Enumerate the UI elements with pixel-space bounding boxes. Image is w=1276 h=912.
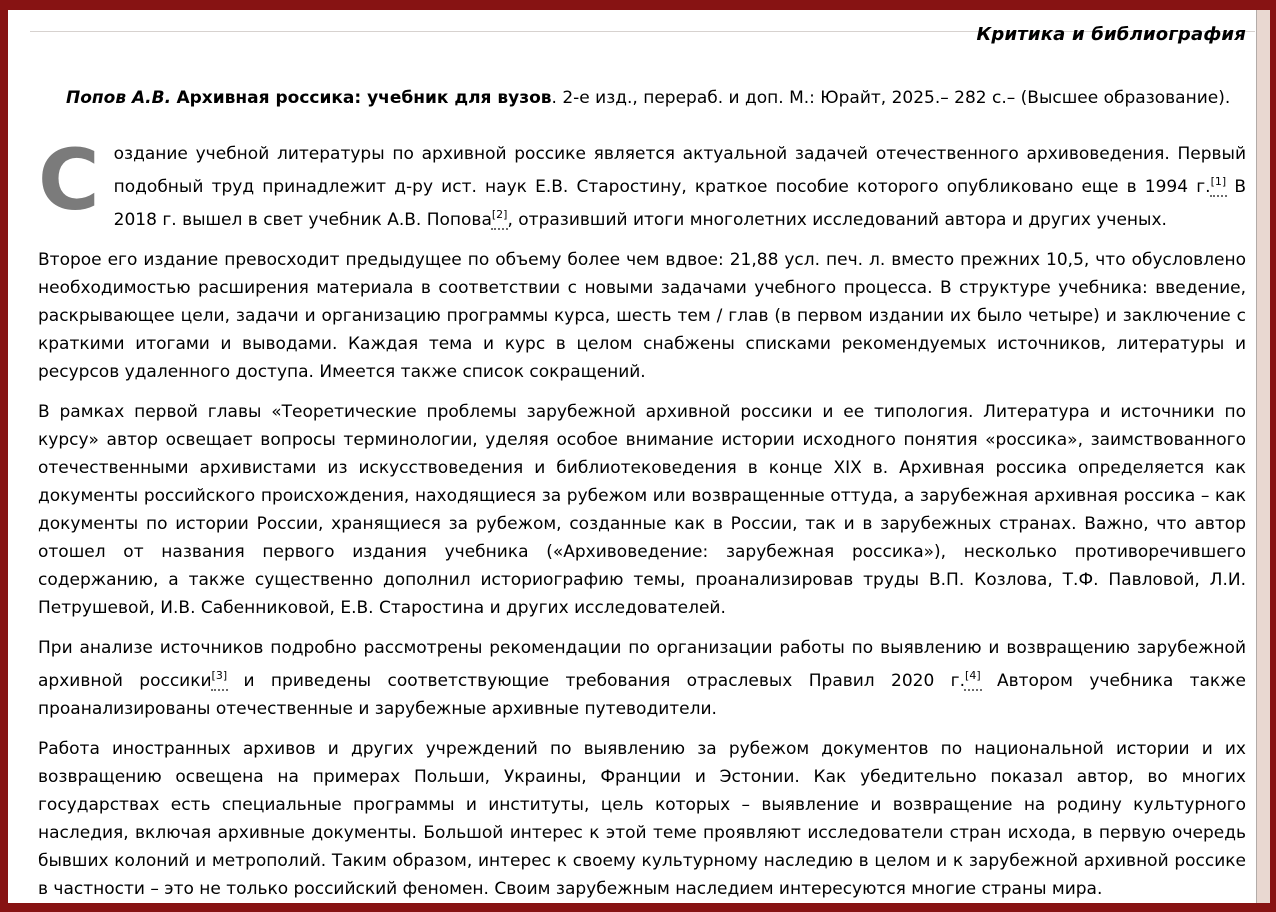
paragraph-1-text: В 2018 г. вышел в свет учебник А.В. Попова bbox=[113, 177, 1246, 230]
dropcap-letter: С bbox=[38, 131, 100, 229]
paragraph-4-text: Автором учебника также проанализированы отечественные и зарубежные архивные путеводители. bbox=[38, 671, 1246, 719]
review-paragraph-4 bbox=[38, 634, 1246, 723]
citation-title: Архивная россика: учебник для вузов bbox=[176, 88, 552, 108]
paragraph-1-text: , отразивший итоги многолетних исследований автора и других ученых. bbox=[507, 210, 1167, 230]
footnote-ref-3[interactable]: [3] bbox=[211, 669, 228, 682]
book-citation bbox=[38, 85, 1246, 112]
citation-details: . 2-е изд., перераб. и доп. М.: Юрайт, 2025.– 282 с.– (Высшее образование). bbox=[551, 88, 1231, 108]
review-paragraph-3: В рамках первой главы «Теоретические проблемы зарубежной архивной россики и ее типология. Литература и источники по курсу» автор освещает вопросы терминологии, уделяя особое внимание истории исходного понятия «россика», заимствованного отечественными архивистами из искусствоведения и библиотековедения в конце XIX в. Архивная россика определяется как документы российского происхождения, находящиеся за рубежом или возвращенные оттуда, а зарубежная архивная россика – как документы по истории России, хранящиеся за рубежом, созданные как в России, так и в зарубежных странах. Важно, что автор отошел от названия первого издания учебника («Архивоведение: зарубежная россика»), несколько противоречившего содержанию, а также существенно дополнил историографию темы, проанализировав труды В.П. Козлова, Т.Ф. Павловой, Л.И. Петрушевой, И.В. Сабенниковой, Е.В. Старостина и других исследователей. bbox=[38, 402, 1246, 618]
paragraph-4-text: и приведены соответствующие требования отраслевых Правил 2020 г. bbox=[227, 671, 966, 691]
review-paragraph-2: Второе его издание превосходит предыдущее по объему более чем вдвое: 21,88 усл. печ. л. вместо прежних 10,5, что обусловлено необходимостью расширения материала в соответствии с новыми задачами учебного процесса. В структуре учебника: введение, раскрывающее цели, задачи и организацию программы курса, шесть тем / глав (в первом издании их было четыре) и заключение с краткими итогами и выводами. Каждая тема и курс в целом снабжены списками рекомендуемых источников, литературы и ресурсов удаленного доступа. Имеется также список сокращений. bbox=[38, 250, 1246, 382]
citation-author: Попов А.В. bbox=[66, 88, 172, 108]
footnote-ref-2[interactable]: [2] bbox=[491, 208, 508, 221]
journal-section-header: Критика и библиография bbox=[976, 24, 1246, 45]
paragraph-1-text: оздание учебной литературы по архивной россике является актуальной задачей отечественного архивоведения. Первый подобный труд принадлежит д-ру ист. наук Е.В. Старостину, краткое пособие которого опубликовано еще в 1994 г. bbox=[113, 144, 1246, 197]
review-paragraph-5: Работа иностранных архивов и других учреждений по выявлению за рубежом документов по национальной истории и их возвращению освещена на примерах Польши, Украины, Франции и Эстонии. Как убедительно показал автор, во многих государствах есть специальные программы и институты, цель которых – выявление и возвращение на родину культурного наследия, включая архивные документы. Большой интерес к этой теме проявляют исследователи стран исхода, в первую очередь бывших колоний и метрополий. Таким образом, интерес к своему культурному наследию в целом и к зарубежной архивной россике в частности – это не только российский феномен. Своим зарубежным наследием интересуются многие страны мира. bbox=[38, 739, 1246, 899]
footnote-ref-1[interactable]: [1] bbox=[1210, 175, 1227, 188]
page-content bbox=[8, 22, 1270, 912]
footnote-ref-4[interactable]: [4] bbox=[965, 669, 981, 682]
paragraph-4-text: При анализе источников подробно рассмотрены рекомендации по организации работы по выявлению и возвращению зарубежной архивной россики bbox=[38, 638, 1246, 691]
review-paragraph-1 bbox=[38, 131, 1246, 234]
